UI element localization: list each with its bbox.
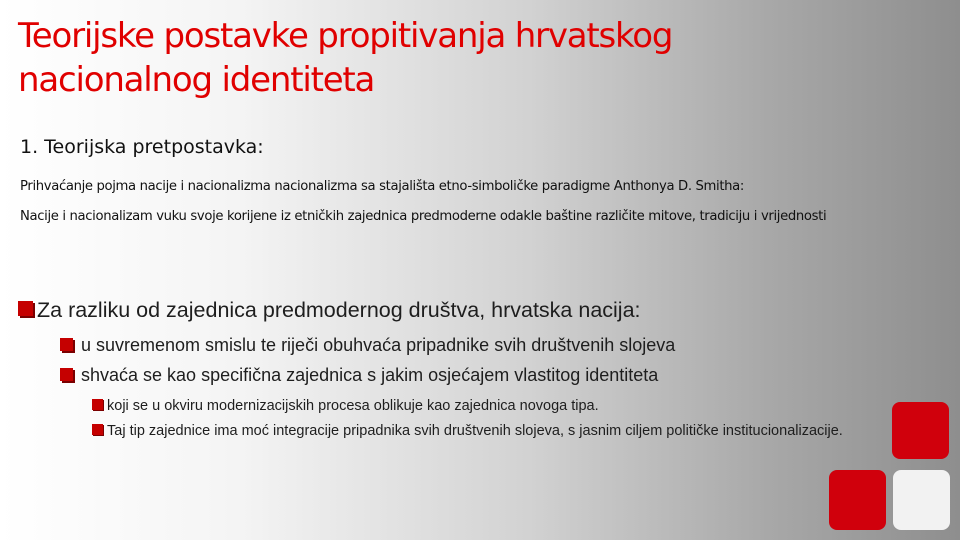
bullet-level3-item	[92, 421, 918, 441]
bullet-level3-text: koji se u okviru modernizacijskih procesa oblikuje kao zajednica novoga tipa.	[107, 398, 599, 414]
square-bullet-icon	[92, 399, 103, 410]
bullet-level2-text: u suvremenom smislu te riječi obuhvaća pripadnike svih društvenih slojeva	[81, 335, 676, 355]
bullet-level2-item	[60, 365, 658, 386]
square-bullet-icon	[92, 424, 103, 435]
bullet-level3-item	[92, 396, 902, 416]
paragraph-roots: Nacije i nacionalizam vuku svoje korijene iz etničkih zajednica predmoderne odakle baštine različite mitove, tradiciju i vrijednosti	[20, 209, 827, 224]
decor-square-red	[892, 402, 949, 459]
bullet-level1-text: Za razliku od zajednica predmodernog društva, hrvatska nacija:	[37, 298, 641, 322]
square-bullet-icon	[60, 338, 73, 351]
section-subtitle: 1. Teorijska pretpostavka:	[20, 136, 264, 158]
decor-square-red	[829, 470, 886, 530]
paragraph-smith: Prihvaćanje pojma nacije i nacionalizma nacionalizma sa stajališta etno-simboličke paradigme Anthonya D. Smitha:	[20, 179, 745, 194]
square-bullet-icon	[60, 368, 73, 381]
square-bullet-icon	[18, 301, 33, 316]
bullet-level2-item	[60, 335, 675, 356]
bullet-level3-text: Taj tip zajednice ima moć integracije pripadnika svih društvenih slojeva, s jasnim ciljem političke institucionalizacije.	[107, 423, 843, 439]
decor-square-white	[893, 470, 950, 530]
bullet-level2-text: shvaća se kao specifična zajednica s jakim osjećajem vlastitog identiteta	[81, 365, 659, 385]
bullet-level1-item	[18, 298, 641, 323]
slide-title: Teorijske postavke propitivanja hrvatskog nacionalnog identiteta	[18, 16, 673, 100]
